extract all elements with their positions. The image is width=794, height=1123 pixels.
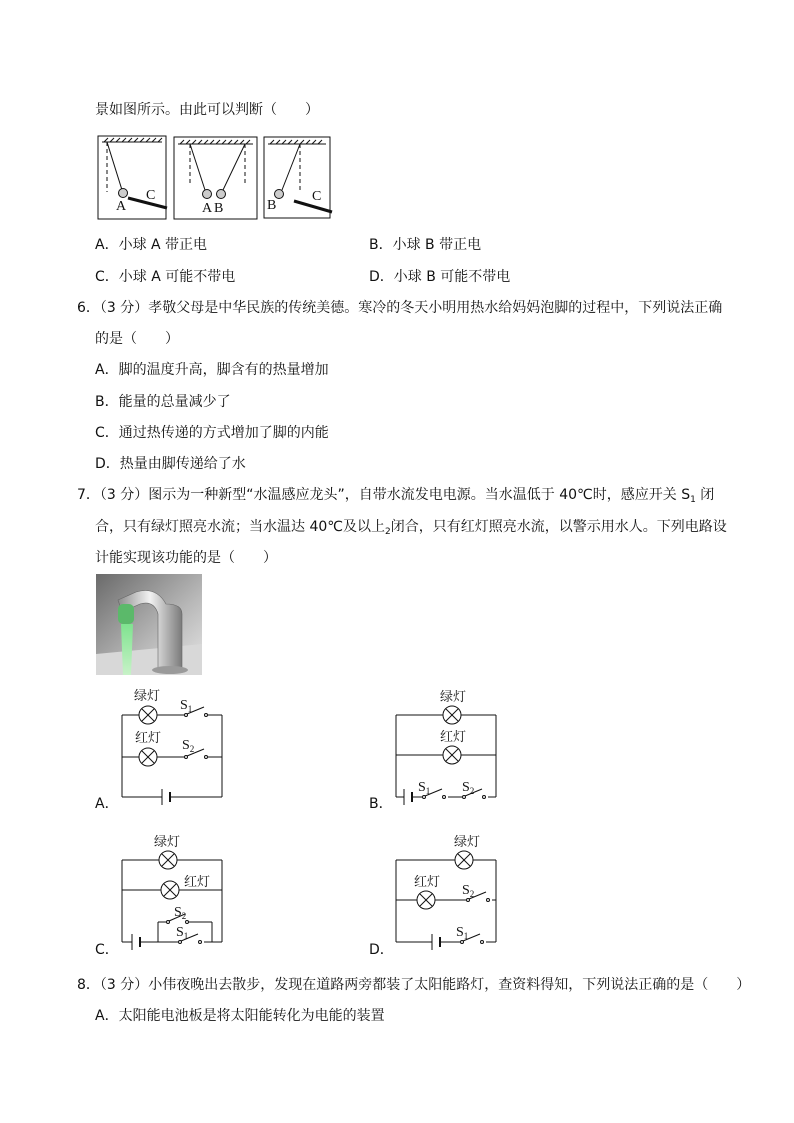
q8-line-1: 8．（3 分）小伟夜晚出去散步，发现在道路两旁都装了太阳能路灯，查资料得知，下列说法正确的是（ ）: [77, 977, 751, 993]
svg-text:S2: $S_2$: [174, 905, 187, 921]
label-c-3: C: [312, 189, 322, 204]
q6-option-b: B．能量的总量减少了: [95, 394, 231, 410]
svg-text:绿灯: 绿灯: [440, 690, 467, 705]
q6-line-1: 6．（3 分）孝敬父母是中华民族的传统美德。寒冷的冬天小明用热水给妈妈泡脚的过程中，下列说法正确: [77, 300, 723, 316]
q5-option-d: D．小球 B 可能不带电: [369, 269, 511, 285]
label-c-1: C: [146, 188, 156, 203]
svg-text:S2: $S_2$: [462, 883, 475, 899]
label-b-2: B: [214, 201, 224, 216]
svg-text:红灯: 红灯: [135, 731, 162, 746]
q7-option-c: C．: [95, 942, 119, 958]
faucet-photo: [96, 574, 202, 675]
circuit-c: [118, 830, 228, 948]
circuit-a: [118, 685, 228, 800]
svg-text:S1: $S_1$: [456, 925, 469, 941]
q5-stem-tail: 景如图所示。由此可以判断（ ）: [95, 102, 319, 118]
svg-text:红灯: 红灯: [440, 730, 467, 745]
svg-text:S1: $S_1$: [180, 698, 193, 714]
q8-option-a: A．太阳能电池板是将太阳能转化为电能的装置: [95, 1008, 385, 1024]
svg-text:绿灯: 绿灯: [134, 689, 161, 704]
svg-text:S1: $S_1$: [176, 925, 189, 941]
q7-line-2: 合，只有绿灯照亮水流；当水温达 40℃及以上$_2$闭合，只有红灯照亮水流，以警示用水人。下列电路设: [95, 519, 727, 537]
svg-text:红灯: 红灯: [184, 875, 211, 890]
q7-option-a: A．: [95, 796, 119, 812]
svg-text:绿灯: 绿灯: [154, 835, 181, 850]
q6-option-a: A．脚的温度升高，脚含有的热量增加: [95, 362, 329, 378]
q7-option-d: D．: [369, 942, 394, 958]
label-a-1: A: [116, 199, 127, 214]
svg-text:红灯: 红灯: [414, 875, 441, 890]
q5-option-a: A．小球 A 带正电: [95, 237, 208, 253]
box-1: [98, 136, 167, 219]
circuit-d: [392, 830, 502, 948]
svg-text:S2: $S_2$: [182, 738, 195, 754]
label-b-3: B: [267, 198, 277, 213]
lamp-red-a: [139, 748, 157, 766]
q5-option-b: B．小球 B 带正电: [369, 237, 482, 253]
label-a-2: A: [202, 201, 213, 216]
svg-text:绿灯: 绿灯: [454, 835, 481, 850]
q6-option-c: C．通过热传递的方式增加了脚的内能: [95, 425, 329, 441]
q7-line-3: 计能实现该功能的是（ ）: [95, 550, 277, 566]
q7-option-b: B．: [369, 796, 393, 812]
q6-option-d: D．热量由脚传递给了水: [95, 456, 246, 472]
circuit-b: [392, 685, 502, 803]
lamp-green-a: [139, 706, 157, 724]
svg-text:S2: $S_2$: [462, 780, 475, 796]
q6-line-2: 的是（ ）: [95, 331, 179, 347]
q5-figure: [96, 134, 336, 224]
svg-text:S1: $S_1$: [418, 780, 431, 796]
q7-line-1: 7．（3 分）图示为一种新型“水温感应龙头”，自带水流发电电源。当水温低于 40℃时，感应开关 $S_1$ 闭: [77, 487, 715, 505]
q5-option-c: C．小球 A 可能不带电: [95, 269, 236, 285]
